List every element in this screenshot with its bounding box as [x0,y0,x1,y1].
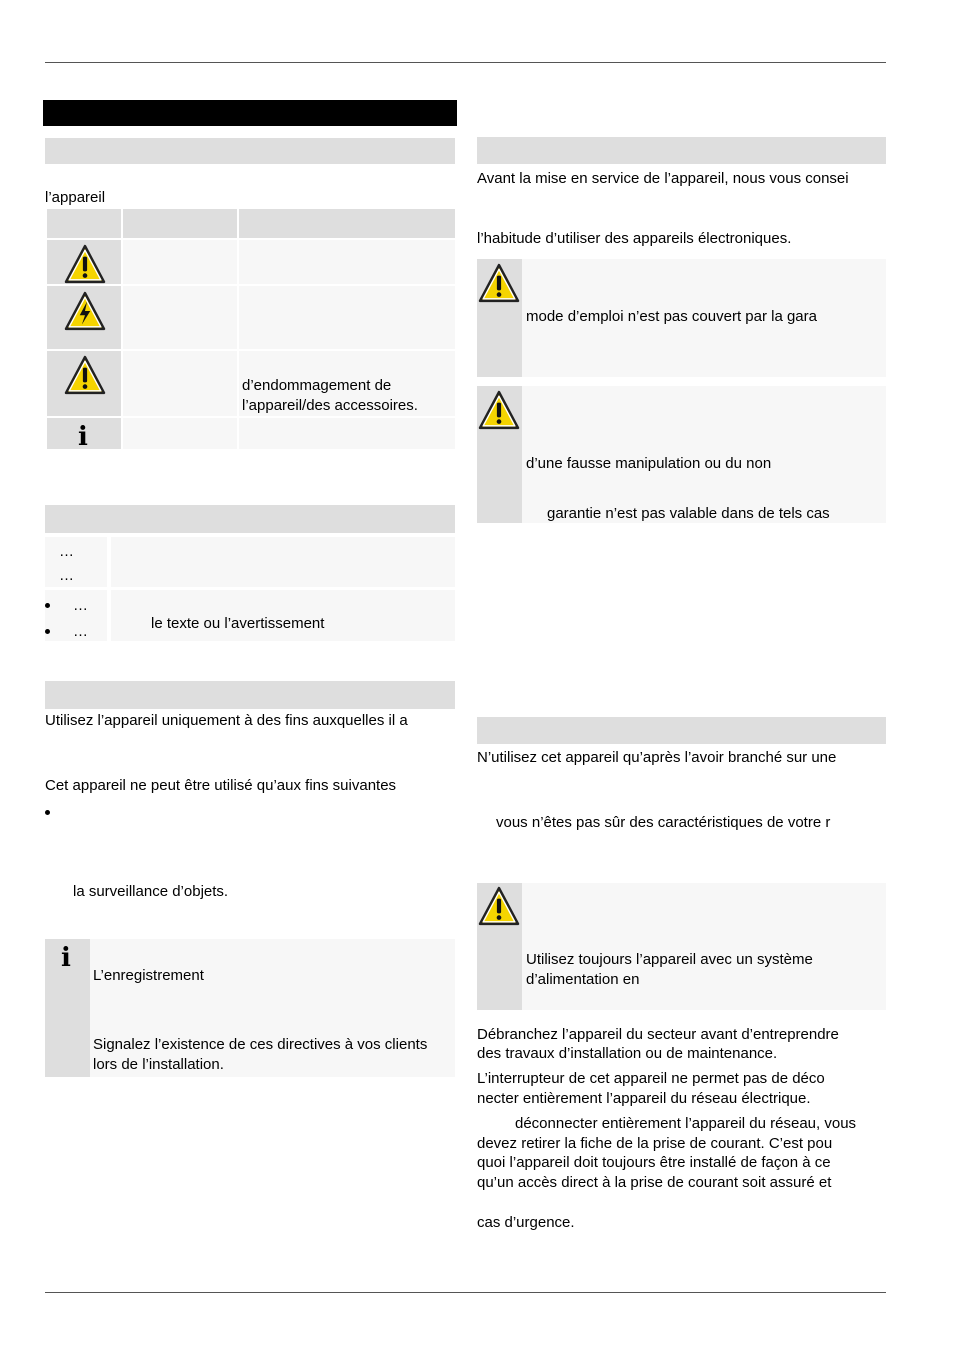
info-text: Signalez l’existence de ces directives à vos clients [93,1036,428,1053]
table-header-cell [123,209,237,238]
body-text: Débranchez l’appareil du secteur avant d’entreprendre [477,1026,839,1043]
usage-text: Utilisez l’appareil uniquement à des fins auxquelles il a [45,712,408,729]
table-header-cell [239,209,455,238]
subsection-header [45,505,455,533]
warning-icon [477,263,521,303]
info-icon: i [61,943,71,973]
ellipsis-text: … [73,623,88,640]
body-text: L’interrupteur de cet appareil ne permet pas de déco [477,1070,825,1087]
body-text: qu’un accès direct à la prise de courant soit assuré et [477,1174,832,1191]
body-text: déconnecter entièrement l’appareil du réseau, vous [515,1115,857,1132]
body-text: des travaux d’installation ou de maintenance. [477,1045,778,1062]
subsection-header [477,717,886,744]
info-text: lors de l’installation. [93,1056,224,1073]
usage-text: la surveillance d’objets. [73,883,229,900]
warning-text: Utilisez toujours l’appareil avec un système [526,951,813,968]
table-header-cell [47,209,121,238]
warning-icon [477,390,521,430]
subsection-header [45,138,455,164]
info-icon: i [78,422,88,452]
warning-text: mode d’emploi n’est pas couvert par la gara [526,308,817,325]
subsection-header [477,137,886,164]
table-desc: d’endommagement de [242,377,392,394]
bullet [45,810,50,815]
warning-text: d’une fausse manipulation ou du non [526,455,772,472]
ellipsis-text: … [73,597,88,614]
body-text: necter entièrement l’appareil du réseau électrique. [477,1090,811,1107]
bullet [45,629,50,634]
warning-text: garantie n’est pas valable dans de tels cas [547,505,830,522]
info-text: L’enregistrement [93,967,204,984]
ellipsis-text: … [59,543,74,560]
body-text: l’habitude d’utiliser des appareils électroniques. [477,230,792,247]
bullet-description: le texte ou l’avertissement [151,615,325,632]
bottom-rule [45,1292,886,1293]
warning-icon [63,355,107,395]
body-text: N’utilisez cet appareil qu’après l’avoir branché sur une [477,749,837,766]
body-text: cas d’urgence. [477,1214,575,1231]
subsection-header [45,681,455,709]
table-desc: l’appareil/des accessoires. [242,397,418,414]
warning-text: d’alimentation en [526,971,640,988]
warning-icon [477,886,521,926]
warning-icon [63,244,107,284]
ellipsis-text: … [59,567,74,584]
top-rule [45,62,886,63]
body-text: Avant la mise en service de l’appareil, nous vous consei [477,170,849,187]
section-title-bar [43,100,457,126]
electric-hazard-icon [63,291,107,331]
usage-text: Cet appareil ne peut être utilisé qu’aux fins suivantes [45,777,397,794]
intro-text: l’appareil [45,189,106,206]
body-text: devez retirer la fiche de la prise de courant. C’est pou [477,1135,833,1152]
bullet [45,603,50,608]
body-text: vous n’êtes pas sûr des caractéristiques de votre r [496,814,831,831]
body-text: quoi l’appareil doit toujours être installé de façon à ce [477,1154,831,1171]
